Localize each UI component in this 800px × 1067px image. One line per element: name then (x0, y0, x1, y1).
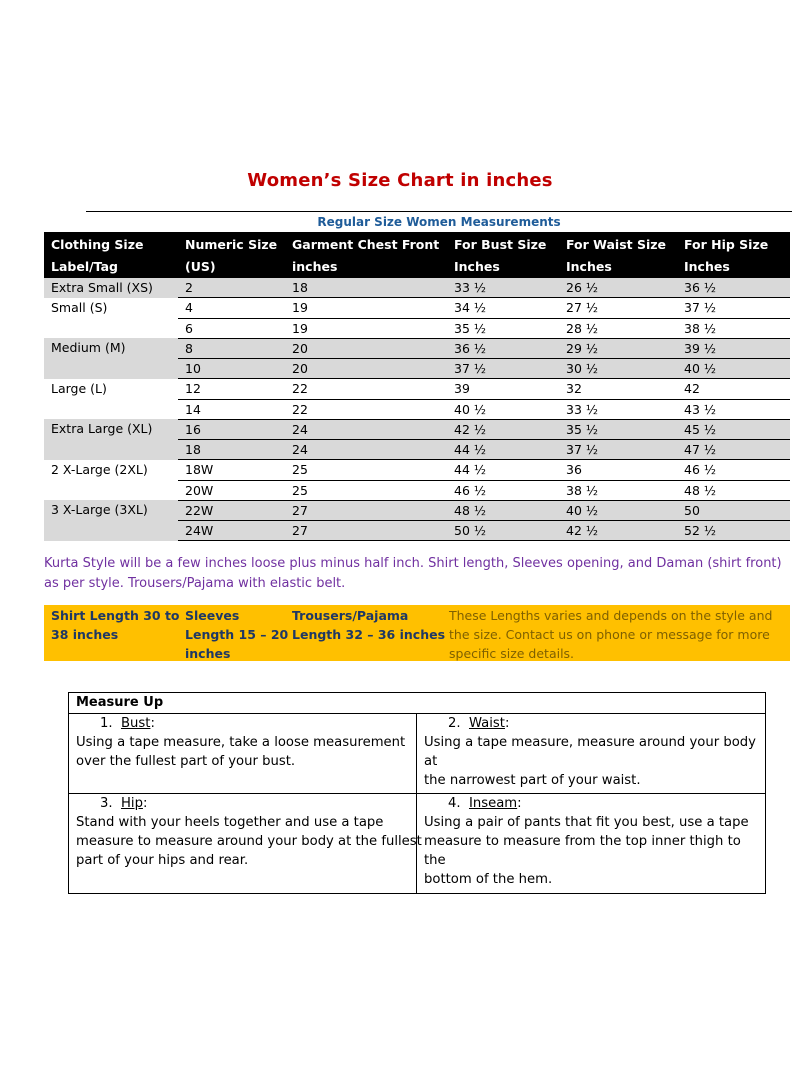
table-cell: 38 ½ (559, 480, 677, 500)
table-cell: Large (L) (51, 380, 107, 396)
trousers-length: Trousers/Pajama Length 32 – 36 inches (292, 608, 446, 642)
table-cell: 42 ½ (559, 521, 677, 541)
kurta-style-note: Kurta Style will be a few inches loose plus minus half inch. Shirt length, Sleeves opening, and Daman (shirt front) as per style. Trousers/Pajama with elastic belt. (44, 556, 782, 591)
table-cell: 48 ½ (677, 480, 790, 500)
table-cell: 6 (178, 318, 285, 338)
table-cell: 42 ½ (447, 419, 559, 439)
table-row (44, 480, 790, 500)
table-cell: 46 ½ (447, 480, 559, 500)
table-cell: 48 ½ (447, 500, 559, 520)
header-hip-size: For Hip Size Inches (677, 232, 790, 278)
table-cell: 22 (285, 399, 447, 419)
measure-item-inseam: 4. Inseam: Using a pair of pants that fit you best, use a tape measure to measure from the top inner thigh to the bottom of the hem. (424, 796, 749, 887)
table-cell: 30 ½ (559, 359, 677, 379)
table-row (44, 521, 790, 541)
table-cell: 50 (677, 500, 790, 520)
table-row (44, 440, 790, 460)
table-row (44, 460, 790, 480)
table-cell: 44 ½ (447, 460, 559, 480)
table-cell: 27 (285, 500, 447, 520)
table-cell: 4 (178, 298, 285, 318)
table-cell: 22 (285, 379, 447, 399)
table-cell: 43 ½ (677, 399, 790, 419)
table-cell (44, 359, 178, 379)
table-cell: 24W (178, 521, 285, 541)
table-cell (44, 399, 178, 419)
table-row (44, 318, 790, 338)
header-bust-size: For Bust Size Inches (447, 232, 559, 278)
table-cell: 40 ½ (677, 359, 790, 379)
table-cell: 18 (285, 278, 447, 298)
table-row (44, 298, 790, 318)
table-row (44, 359, 790, 379)
table-row (44, 278, 790, 298)
measure-up-heading: Measure Up (76, 695, 164, 710)
table-cell: 37 ½ (447, 359, 559, 379)
table-cell: 38 ½ (677, 318, 790, 338)
table-cell: 20 (285, 338, 447, 358)
table-cell: 33 ½ (559, 399, 677, 419)
table-cell: 27 (285, 521, 447, 541)
table-cell: 39 (447, 379, 559, 399)
table-cell: 50 ½ (447, 521, 559, 541)
table-cell (44, 480, 178, 500)
table-cell: 33 ½ (447, 278, 559, 298)
lengths-banner (44, 605, 790, 661)
table-cell: 47 ½ (677, 440, 790, 460)
table-cell: 3 X-Large (3XL) (44, 500, 178, 520)
table-cell: 26 ½ (559, 278, 677, 298)
table-cell: 37 ½ (559, 440, 677, 460)
table-cell: 40 ½ (559, 500, 677, 520)
header-waist-size: For Waist Size Inches (559, 232, 677, 278)
table-cell: 10 (178, 359, 285, 379)
table-cell: 20 (285, 359, 447, 379)
table-cell: 42 (677, 379, 790, 399)
lengths-description: These Lengths varies and depends on the style and the size. Contact us on phone or message for more specific size details. (449, 608, 773, 661)
table-cell: 28 ½ (559, 318, 677, 338)
table-cell: 44 ½ (447, 440, 559, 460)
page-title: Women’s Size Chart in inches (247, 170, 553, 191)
table-cell: 12 (178, 379, 285, 399)
table-cell: 19 (285, 318, 447, 338)
table-cell: 36 ½ (447, 338, 559, 358)
table-cell: 52 ½ (677, 521, 790, 541)
table-cell: 18W (178, 460, 285, 480)
sleeves-length: Sleeves Length 15 – 20 inches (185, 608, 289, 661)
table-cell: 14 (178, 399, 285, 419)
table-row (44, 419, 790, 439)
table-row (44, 500, 790, 520)
table-cell: 24 (285, 440, 447, 460)
table-header-row (44, 232, 790, 278)
table-cell: 19 (285, 298, 447, 318)
table-cell: 45 ½ (677, 419, 790, 439)
table-cell (44, 521, 178, 541)
table-cell: 39 ½ (677, 338, 790, 358)
table-cell: Small (S) (51, 299, 108, 315)
table-cell: Medium (M) (44, 338, 178, 358)
table-cell: 22W (178, 500, 285, 520)
table-cell: 40 ½ (447, 399, 559, 419)
table-cell (44, 440, 178, 460)
title-divider (86, 211, 792, 212)
size-chart-table (44, 232, 790, 541)
table-cell: 32 (559, 379, 677, 399)
table-cell: 2 X-Large (2XL) (51, 461, 148, 477)
table-cell: 46 ½ (677, 460, 790, 480)
table-row (44, 399, 790, 419)
table-cell (44, 318, 178, 338)
header-garment-chest: Garment Chest Front inches (285, 232, 447, 278)
table-cell: 20W (178, 480, 285, 500)
table-cell: 2 (178, 278, 285, 298)
table-subtitle: Regular Size Women Measurements (317, 215, 561, 229)
table-cell: 25 (285, 460, 447, 480)
measure-item-waist: 2. Waist: Using a tape measure, measure around your body at the narrowest part of your waist. (424, 716, 756, 788)
table-cell: 29 ½ (559, 338, 677, 358)
table-row (44, 379, 790, 399)
measure-up-box (68, 692, 766, 894)
measure-item-hip: 3. Hip: Stand with your heels together and use a tape measure to measure around your body at the fullest part of your hips and rear. (76, 796, 422, 868)
table-cell: Extra Large (XL) (44, 419, 178, 439)
table-cell: 27 ½ (559, 298, 677, 318)
table-cell: 36 (559, 460, 677, 480)
measure-item-bust: 1. Bust: Using a tape measure, take a loose measurement over the fullest part of your bust. (76, 716, 406, 769)
table-cell: 25 (285, 480, 447, 500)
table-cell: 36 ½ (677, 278, 790, 298)
shirt-length: Shirt Length 30 to 38 inches (51, 608, 180, 642)
table-cell: 37 ½ (677, 298, 790, 318)
table-cell: 16 (178, 419, 285, 439)
table-row (44, 338, 790, 358)
table-cell: 24 (285, 419, 447, 439)
header-numeric-size: Numeric Size (US) (178, 232, 285, 278)
table-cell: 35 ½ (559, 419, 677, 439)
table-cell: Extra Small (XS) (44, 278, 178, 298)
table-cell: 8 (178, 338, 285, 358)
header-clothing-size: Clothing Size Label/Tag (44, 232, 178, 278)
table-cell: 18 (178, 440, 285, 460)
table-cell: 35 ½ (447, 318, 559, 338)
table-cell: 34 ½ (447, 298, 559, 318)
